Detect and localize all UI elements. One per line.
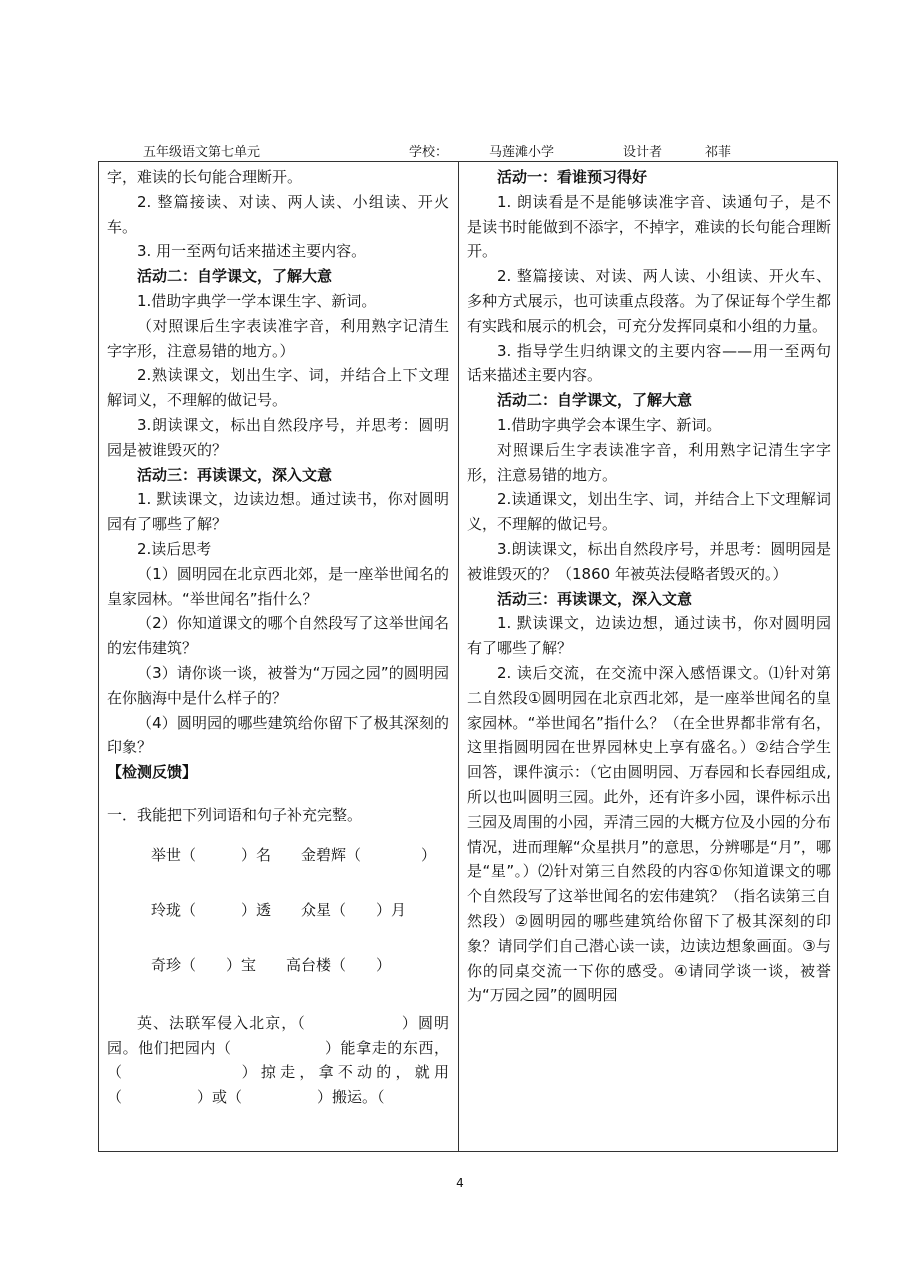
activity-heading: 活动三：再读课文，深入文意: [137, 465, 333, 484]
text-paragraph: （4）圆明园的哪些建筑给你留下了极其深刻的印象？: [107, 713, 449, 757]
text-paragraph: 1. 默读课文，边读边想。通过读书，你对圆明园有了哪些了解？: [107, 490, 449, 534]
text-paragraph: 1. 默读课文，边读边想，通过读书，你对圆明园有了哪些了解？: [467, 614, 831, 658]
lesson-table: [98, 161, 838, 1152]
teacher-column: [467, 165, 831, 1008]
text-paragraph: 3.朗读课文，标出自然段序号，并思考：圆明园是被谁毁灭的？: [107, 415, 449, 459]
text-paragraph: 1.借助字典学一学本课生字、新词。: [137, 291, 377, 310]
activity-heading: 活动二：自学课文，了解大意: [137, 267, 333, 286]
text-paragraph: 3. 指导学生归纳课文的主要内容——用一至两句话来描述主要内容。: [467, 341, 831, 385]
school-name: 马莲滩小学: [489, 145, 555, 160]
text-paragraph: （3）请你谈一谈，被誉为“万园之园”的圆明园在你脑海中是什么样子的？: [107, 663, 449, 707]
page-number: 4: [456, 1176, 464, 1190]
text-paragraph: 3. 用一至两句话来描述主要内容。: [137, 242, 367, 261]
activity-heading: 活动三：再读课文，深入文意: [497, 589, 693, 608]
text-paragraph: （对照课后生字表读准字音，利用熟字记清生字字形，注意易错的地方。）: [107, 316, 449, 360]
spacer: [107, 993, 449, 1011]
text-paragraph: 1. 朗读看是不是能够读准字音、读通句子，是不是读书时能做到不添字，不掉字，难读的长句能合理断开。: [467, 192, 831, 261]
page-header: [0, 141, 920, 161]
text-paragraph: 对照课后生字表读准字音，利用熟字记清生字字形，注意易错的地方。: [467, 440, 831, 484]
fill-blank-paragraph: 英、法联军侵入北京，（ ）圆明园。他们把园内（ ）能拿走的东西，（ ）掠走，拿不动的，就用（ ）或（ ）搬运。（: [107, 1013, 449, 1107]
text-paragraph: 2. 整篇接读、对读、两人读、小组读、开火车、多种方式展示，也可读重点段落。为了保证每个学生都有实践和展示的机会，可充分发挥同桌和小组的力量。: [467, 267, 831, 335]
text-paragraph: 字，难读的长句能合理断开。: [107, 168, 303, 186]
feedback-heading: 【检测反馈】: [107, 763, 198, 782]
text-paragraph: 2. 整篇接读、对读、两人读、小组读、开火车。: [107, 192, 449, 236]
text-paragraph: 2. 读后交流，在交流中深入感悟课文。⑴针对第二自然段①圆明园在北京西北郊，是一座举世闻名的皇家园林。“举世闻名”指什么？（在全世界都非常有名，这里指圆明园在世界园林史上享有盛名。）②结合学生回答，课件演示：（它由圆明园、万春园和长春园组成,所以也叫圆明三园。此外，还有许多小园，课件标示出三园及周围的小园，弄清三园的大概方位及小园的分布情况，进而理解“众星拱月”的意思，分辨哪是“月”，哪是“星”。）⑵针对第三自然段的内容①你知道课文的哪个自然段写了这举世闻名的宏伟建筑？（指名读第三自然段）②圆明园的哪些建筑给你留下了极其深刻的印象？请同学们自己潜心读一读，边读边想象画面。③与你的同桌交流一下你的感受。④请同学谈一谈，被誉为“万园之园”的圆明园: [467, 663, 831, 1005]
exercise-title: 一．我能把下列词语和句子补充完整。: [107, 805, 363, 824]
spacer: [107, 785, 449, 803]
fill-blank-row: 举世（ ）名 金碧辉（ ）: [151, 845, 437, 864]
school-label: 学校：: [409, 145, 449, 160]
column-divider: [458, 162, 459, 1151]
designer-label: 设计者: [623, 145, 663, 160]
text-paragraph: （2）你知道课文的哪个自然段写了这举世闻名的宏伟建筑？: [107, 614, 449, 658]
fill-blank-row: 奇珍（ ）宝 高台楼（ ）: [151, 955, 392, 974]
unit-title: 五年级语文第七单元: [143, 145, 261, 160]
text-paragraph: 2.读通课文，划出生字、词，并结合上下文理解词义，不理解的做记号。: [467, 490, 831, 534]
text-paragraph: （1）圆明园在北京西北郊，是一座举世闻名的皇家园林。“举世闻名”指什么？: [107, 564, 449, 608]
designer-name: 祁菲: [705, 145, 732, 160]
text-paragraph: 2.读后思考: [137, 539, 212, 558]
student-column: [107, 165, 449, 1110]
text-paragraph: 3.朗读课文，标出自然段序号，并思考：圆明园是被谁毁灭的？（1860 年被英法侵略者毁灭的。）: [467, 539, 831, 583]
fill-blank-row: 玲珑（ ）透 众星（ ）月: [151, 900, 407, 919]
text-paragraph: 2.熟读课文，划出生字、词，并结合上下文理解词义，不理解的做记号。: [107, 366, 449, 410]
activity-heading: 活动一：看谁预习得好: [497, 168, 648, 186]
activity-heading: 活动二：自学课文，了解大意: [497, 391, 693, 410]
text-paragraph: 1.借助字典学会本课生字、新词。: [497, 415, 722, 434]
